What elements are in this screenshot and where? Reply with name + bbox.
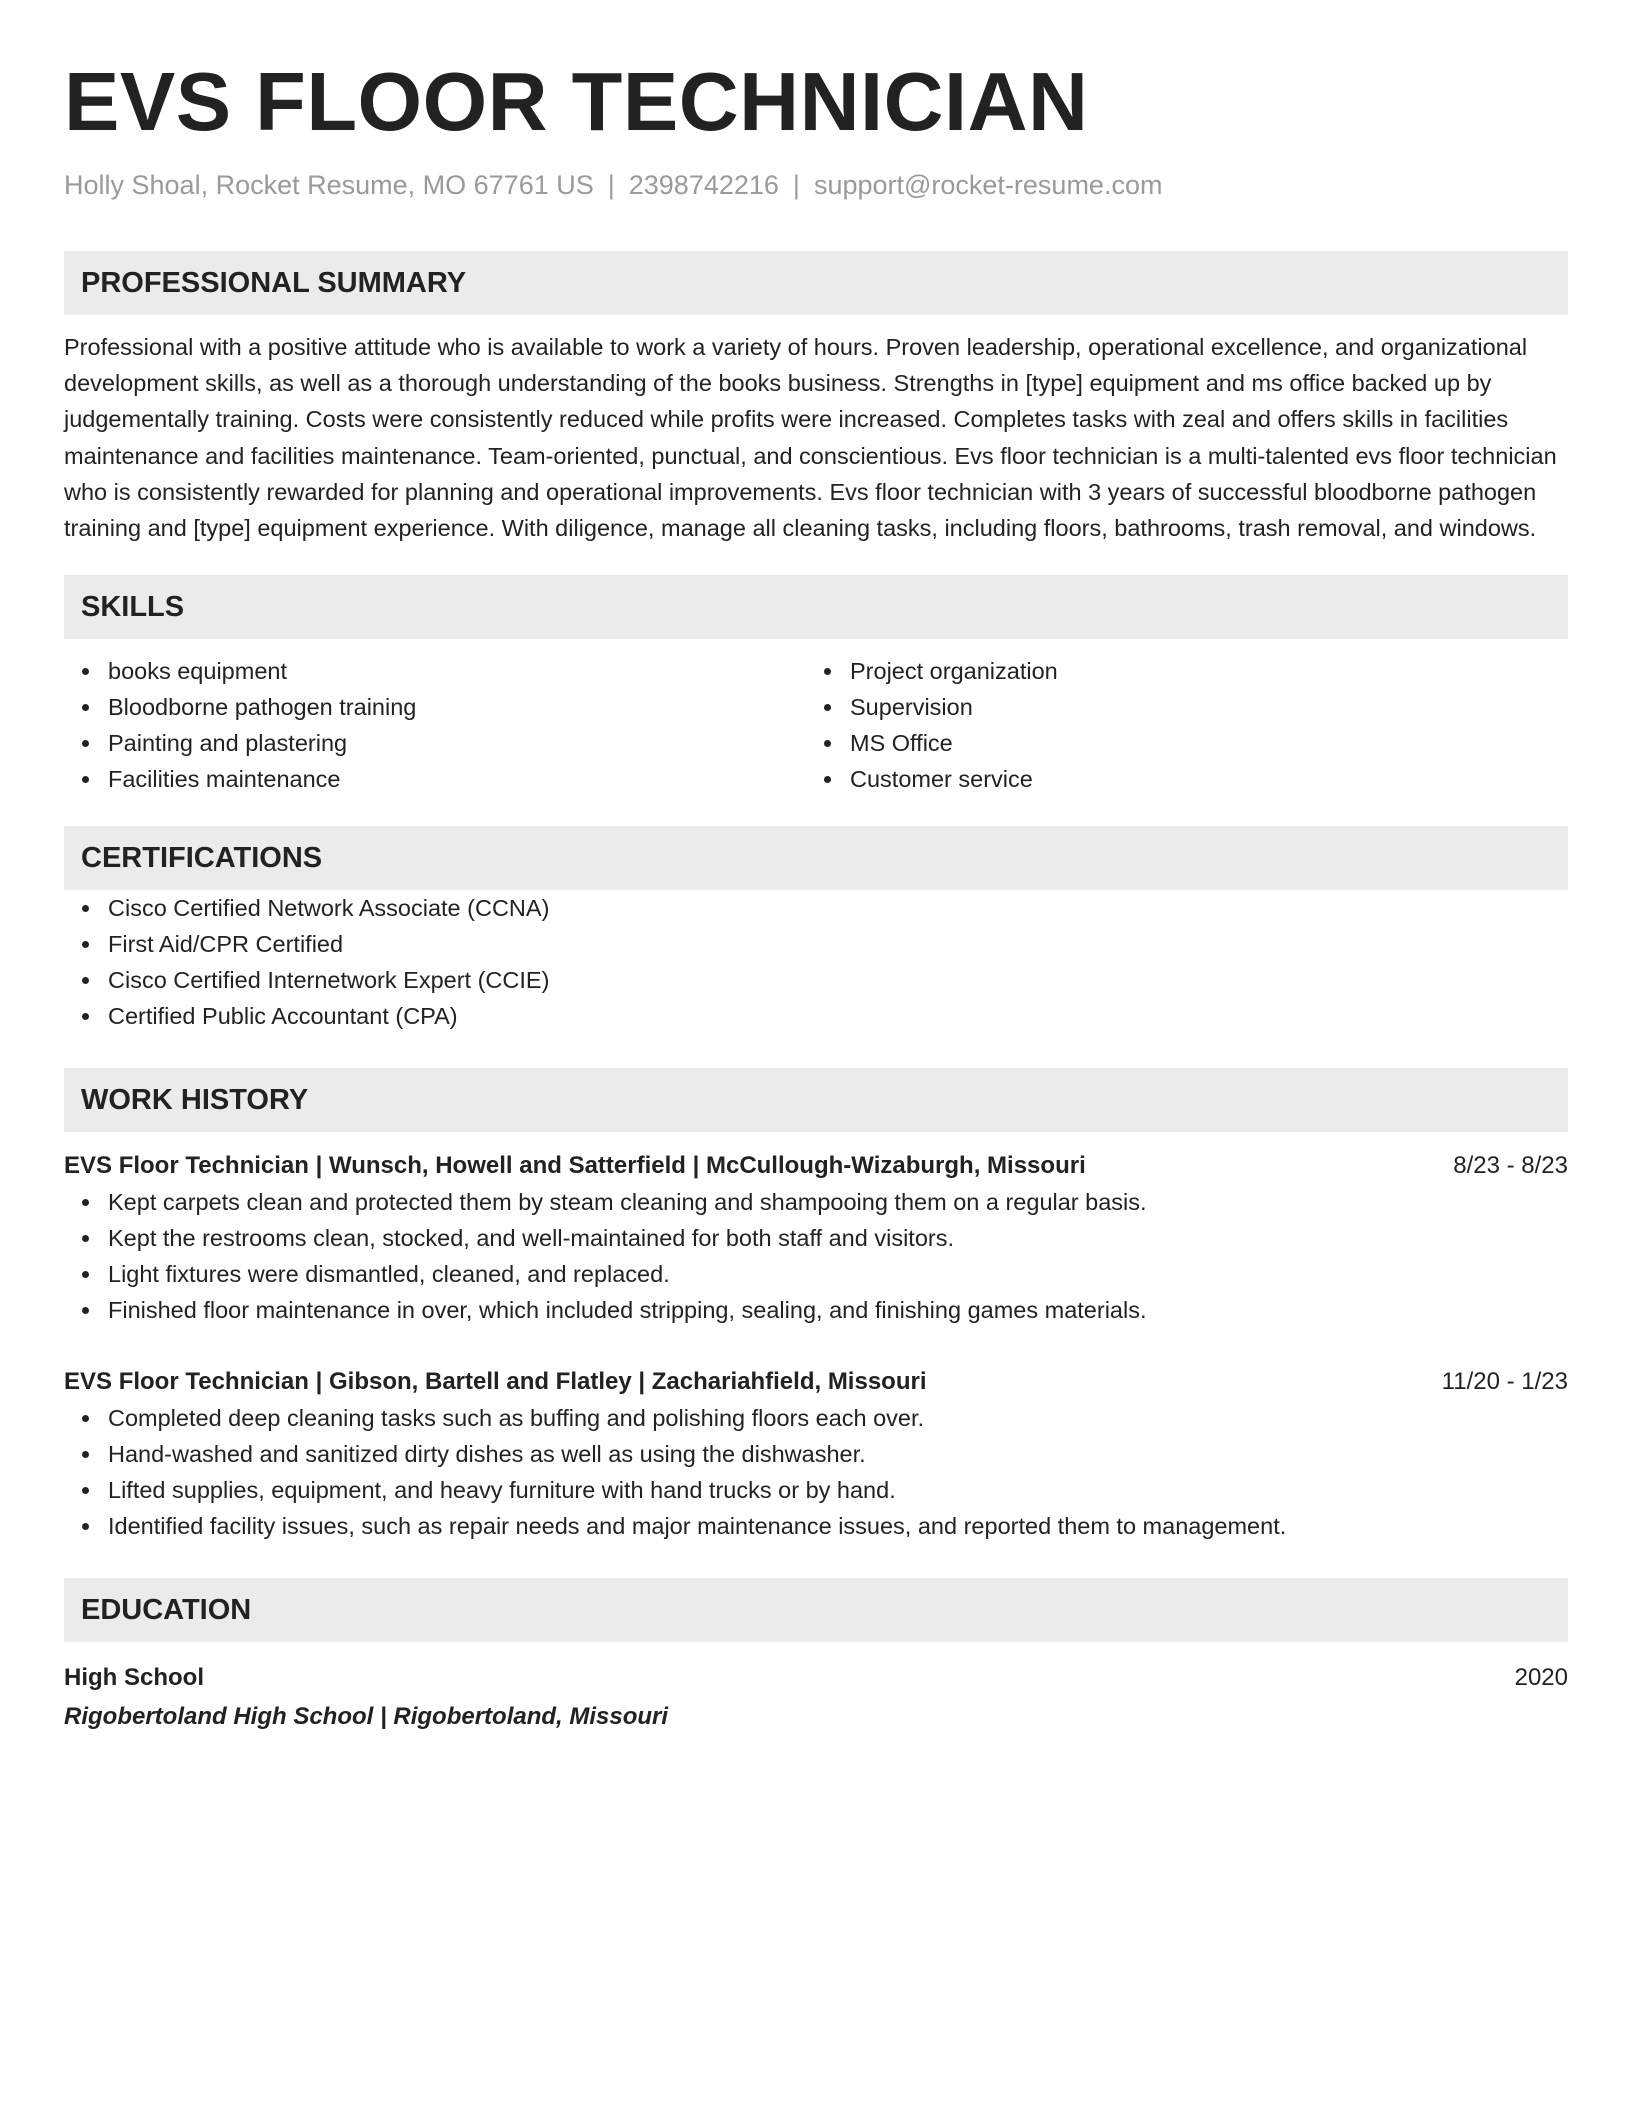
section-heading-education: EDUCATION <box>64 1578 1568 1642</box>
contact-email: support@rocket-resume.com <box>813 170 1163 200</box>
job-bullet: Finished floor maintenance in over, which included stripping, sealing, and finishing games materials. <box>64 1292 1568 1328</box>
certification-item: Cisco Certified Network Associate (CCNA) <box>64 890 1568 926</box>
section-heading-certifications: CERTIFICATIONS <box>64 826 1568 890</box>
job-dates: 8/23 - 8/23 <box>1453 1152 1568 1180</box>
job-bullets <box>64 1400 1568 1544</box>
contact-separator: | <box>792 170 800 200</box>
skill-item: Customer service <box>806 761 1548 797</box>
resume-title: EVS FLOOR TECHNICIAN <box>64 55 1089 148</box>
job-bullet: Light fixtures were dismantled, cleaned, and replaced. <box>64 1256 1568 1292</box>
certification-item: Cisco Certified Internetwork Expert (CCIE) <box>64 962 1568 998</box>
job-bullet: Kept the restrooms clean, stocked, and well-maintained for both staff and visitors. <box>64 1220 1568 1256</box>
contact-address: Holly Shoal, Rocket Resume, MO 67761 US <box>64 170 594 200</box>
skill-item: Supervision <box>806 689 1548 725</box>
job-bullets <box>64 1184 1568 1328</box>
skills-list-left <box>64 653 806 797</box>
skill-item: Bloodborne pathogen training <box>64 689 806 725</box>
section-heading-skills: SKILLS <box>64 575 1568 639</box>
contact-phone: 2398742216 <box>628 170 779 200</box>
skills-list-right <box>806 653 1548 797</box>
contact-line <box>64 168 1568 202</box>
education-school: Rigobertoland High School | Rigobertoland, Missouri <box>64 1703 669 1731</box>
skill-item: Project organization <box>806 653 1548 689</box>
skills-grid <box>64 653 1568 797</box>
job-header <box>64 1148 1568 1184</box>
certification-item: First Aid/CPR Certified <box>64 926 1568 962</box>
skill-item: books equipment <box>64 653 806 689</box>
skill-item: Painting and plastering <box>64 725 806 761</box>
job-bullet: Identified facility issues, such as repair needs and major maintenance issues, and reported them to management. <box>64 1508 1568 1544</box>
job-entry <box>64 1364 1568 1544</box>
job-entry <box>64 1148 1568 1328</box>
education-year: 2020 <box>1514 1664 1568 1692</box>
certification-item: Certified Public Accountant (CPA) <box>64 998 1568 1034</box>
job-title: EVS Floor Technician | Wunsch, Howell and Satterfield | McCullough-Wizaburgh, Missouri <box>64 1152 1086 1180</box>
resume-page <box>64 52 1568 1735</box>
section-heading-summary: PROFESSIONAL SUMMARY <box>64 251 1568 315</box>
job-bullet: Hand-washed and sanitized dirty dishes as well as using the dishwasher. <box>64 1436 1568 1472</box>
job-bullet: Lifted supplies, equipment, and heavy furniture with hand trucks or by hand. <box>64 1472 1568 1508</box>
certifications-list <box>64 890 1568 1034</box>
job-dates: 11/20 - 1/23 <box>1441 1368 1568 1396</box>
contact-separator: | <box>607 170 615 200</box>
job-title: EVS Floor Technician | Gibson, Bartell and Flatley | Zachariahfield, Missouri <box>64 1368 927 1396</box>
education-header <box>64 1660 1568 1696</box>
education-degree: High School <box>64 1664 204 1692</box>
job-bullet: Completed deep cleaning tasks such as buffing and polishing floors each over. <box>64 1400 1568 1436</box>
skill-item: Facilities maintenance <box>64 761 806 797</box>
skill-item: MS Office <box>806 725 1548 761</box>
summary-text: Professional with a positive attitude who is available to work a variety of hours. Proven leadership, operational excellence, and organizational development skills, as well as a thorough understanding of the books business. Strengths in [type] equipment and ms office backed up by judgementally training. Costs were consistently reduced while profits were increased. Completes tasks with zeal and offers skills in facilities maintenance and facilities maintenance. Team-oriented, punctual, and conscientious. Evs floor technician is a multi-talented evs floor technician who is consistently rewarded for planning and operational improvements. Evs floor technician with 3 years of successful bloodborne pathogen training and [type] equipment experience. With diligence, manage all cleaning tasks, including floors, bathrooms, trash removal, and windows. <box>64 334 1557 542</box>
job-bullet: Kept carpets clean and protected them by steam cleaning and shampooing them on a regular basis. <box>64 1184 1568 1220</box>
job-header <box>64 1364 1568 1400</box>
section-heading-work-history: WORK HISTORY <box>64 1068 1568 1132</box>
